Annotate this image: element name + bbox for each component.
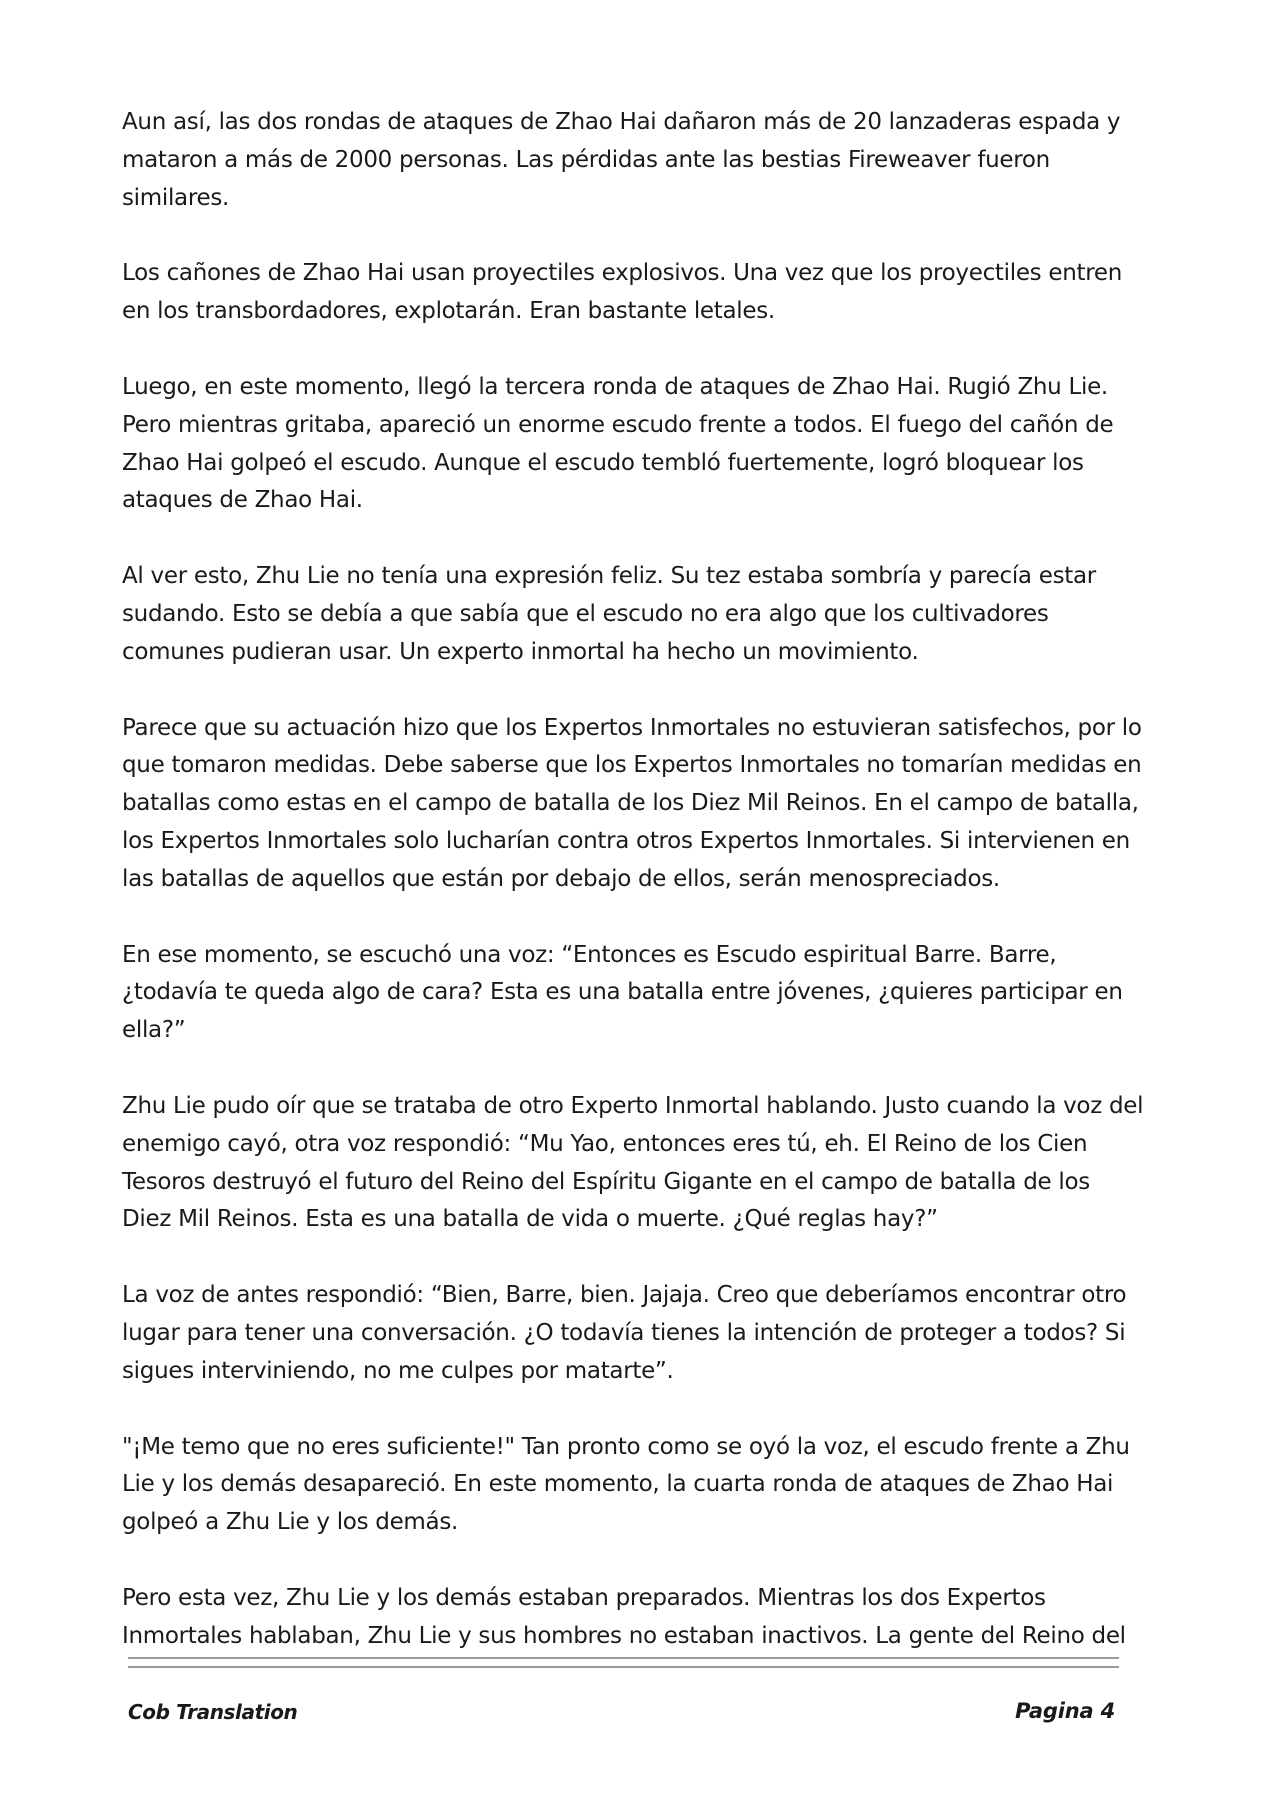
paragraph: "¡Me temo que no eres suficiente!" Tan pronto como se oyó la voz, el escudo frente a Zhu Lie y los demás desapareció. En este momento, la cuarta ronda de ataques de Zhao Hai golpeó a Zhu Lie y los demás. <box>122 1433 1130 1536</box>
paragraph: En ese momento, se escuchó una voz: “Entonces es Escudo espiritual Barre. Barre, ¿todavía te queda algo de cara? Esta es una batalla entre jóvenes, ¿quieres participar en ella?” <box>122 941 1123 1044</box>
footer-divider <box>128 1657 1119 1669</box>
paragraph: La voz de antes respondió: “Bien, Barre, bien. Jajaja. Creo que deberíamos encontrar otro lugar para tener una conversación. ¿O todavía tienes la intención de proteger a todos? Si sigues interviniendo, no me culpes por matarte”. <box>122 1282 1127 1384</box>
paragraph: Parece que su actuación hizo que los Expertos Inmortales no estuvieran satisfechos, por lo que tomaron medidas. Debe saberse que los Expertos Inmortales no tomarían medidas en batallas como estas en el campo de batalla de los Diez Mil Reinos. En el campo de batalla, los Expertos Inmortales solo lucharían contra otros Expertos Inmortales. Si intervienen en las batallas de aquellos que están por debajo de ellos, serán menospreciados. <box>122 714 1142 892</box>
page-number-value: 4 <box>1100 1699 1115 1723</box>
footer-page-number <box>1015 1699 1115 1723</box>
paragraph: Al ver esto, Zhu Lie no tenía una expresión feliz. Su tez estaba sombría y parecía estar sudando. Esto se debía a que sabía que el escudo no era algo que los cultivadores comunes pudieran usar. Un experto inmortal ha hecho un movimiento. <box>122 563 1096 665</box>
paragraph: Zhu Lie pudo oír que se trataba de otro Experto Inmortal hablando. Justo cuando la voz del enemigo cayó, otra voz respondió: “Mu Yao, entonces eres tú, eh. El Reino de los Cien Tesoros destruyó el futuro del Reino del Espíritu Gigante en el campo de batalla de los Diez Mil Reinos. Esta es una batalla de vida o muerte. ¿Qué reglas hay?” <box>122 1092 1144 1233</box>
footer-divider-line <box>128 1657 1119 1659</box>
footer-divider-line <box>128 1666 1119 1668</box>
paragraph: Aun así, las dos rondas de ataques de Zhao Hai dañaron más de 20 lanzaderas espada y mataron a más de 2000 personas. Las pérdidas ante las bestias Fireweaver fueron similares. <box>122 109 1121 211</box>
footer-translator-name: Cob Translation <box>128 1700 298 1724</box>
paragraph: Los cañones de Zhao Hai usan proyectiles explosivos. Una vez que los proyectiles entren en los transbordadores, explotarán. Eran bastante letales. <box>122 260 1122 325</box>
paragraph: Pero esta vez, Zhu Lie y los demás estaban preparados. Mientras los dos Expertos Inmortales hablaban, Zhu Lie y sus hombres no estaban inactivos. La gente del Reino del <box>122 1584 1126 1649</box>
page-label: Pagina <box>1015 1699 1094 1723</box>
document-body <box>122 104 1144 1694</box>
paragraph: Luego, en este momento, llegó la tercera ronda de ataques de Zhao Hai. Rugió Zhu Lie. Pero mientras gritaba, apareció un enorme escudo frente a todos. El fuego del cañón de Zhao Hai golpeó el escudo. Aunque el escudo tembló fuertemente, logró bloquear los ataques de Zhao Hai. <box>122 373 1114 514</box>
